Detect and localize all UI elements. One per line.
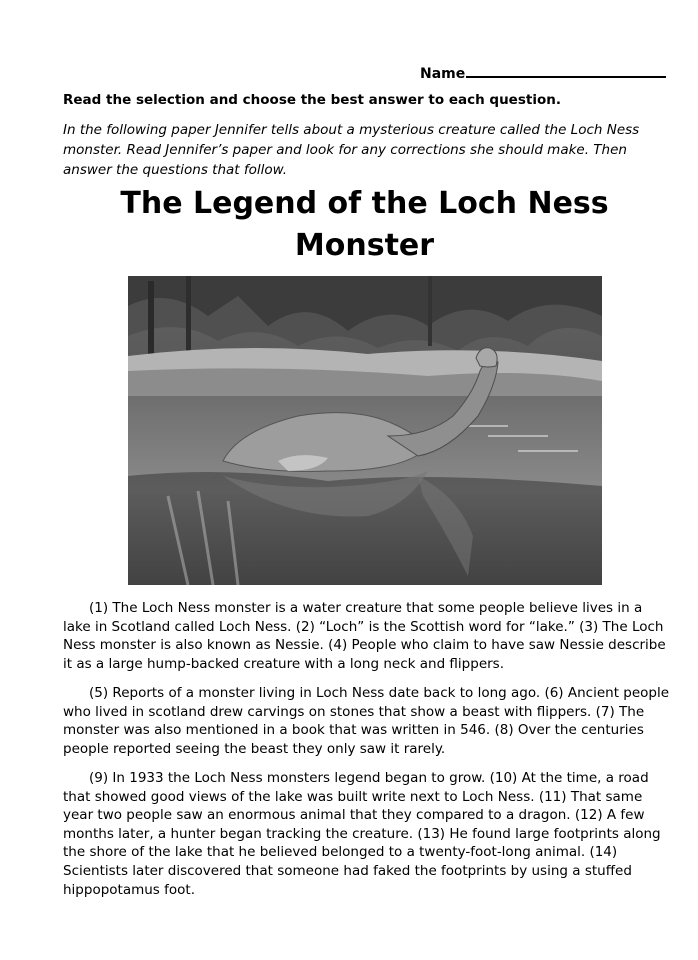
loch-ness-monster-photo	[128, 276, 602, 585]
name-field	[420, 63, 666, 82]
instructions: Read the selection and choose the best answer to each question.	[63, 92, 561, 108]
page-title: The Legend of the Loch Ness Monster	[120, 186, 609, 263]
name-blank-line	[466, 63, 666, 78]
paragraph-3: (9) In 1933 the Loch Ness monsters legend began to grow. (10) At the time, a road that showed good views of the lake was built write next to Loch Ness. (11) That same year two people saw an enormous animal that they compared to a dragon. (12) A few months later, a hunter began tracking the creature. (13) He found large footprints along the shore of the lake that he believed belonged to a twenty-foot-long animal. (14) Scientists later discovered that someone had faked the footprints by using a stuffed hippopotamus foot.	[63, 770, 661, 898]
name-label: Name	[420, 66, 466, 82]
paragraph-1: (1) The Loch Ness monster is a water creature that some people believe lives in a lake in Scotland called Loch Ness. (2) “Loch” is the Scottish word for “lake.” (3) The Loch Ness monster is also known as Nessie. (4) People who claim to have saw Nessie describe it as a large hump-backed creature with a long neck and flippers.	[63, 600, 666, 672]
paragraph-2: (5) Reports of a monster living in Loch Ness date back to long ago. (6) Ancient people who lived in scotland drew carvings on stones that show a beast with flippers. (7) The monster was also mentioned in a book that was written in 546. (8) Over the centuries people reported seeing the beast they only saw it rarely.	[63, 685, 670, 757]
intro-text: In the following paper Jennifer tells about a mysterious creature called the Loch Ness monster. Read Jennifer’s paper and look for any corrections she should make. Then answer the questions that follow.	[63, 122, 640, 178]
